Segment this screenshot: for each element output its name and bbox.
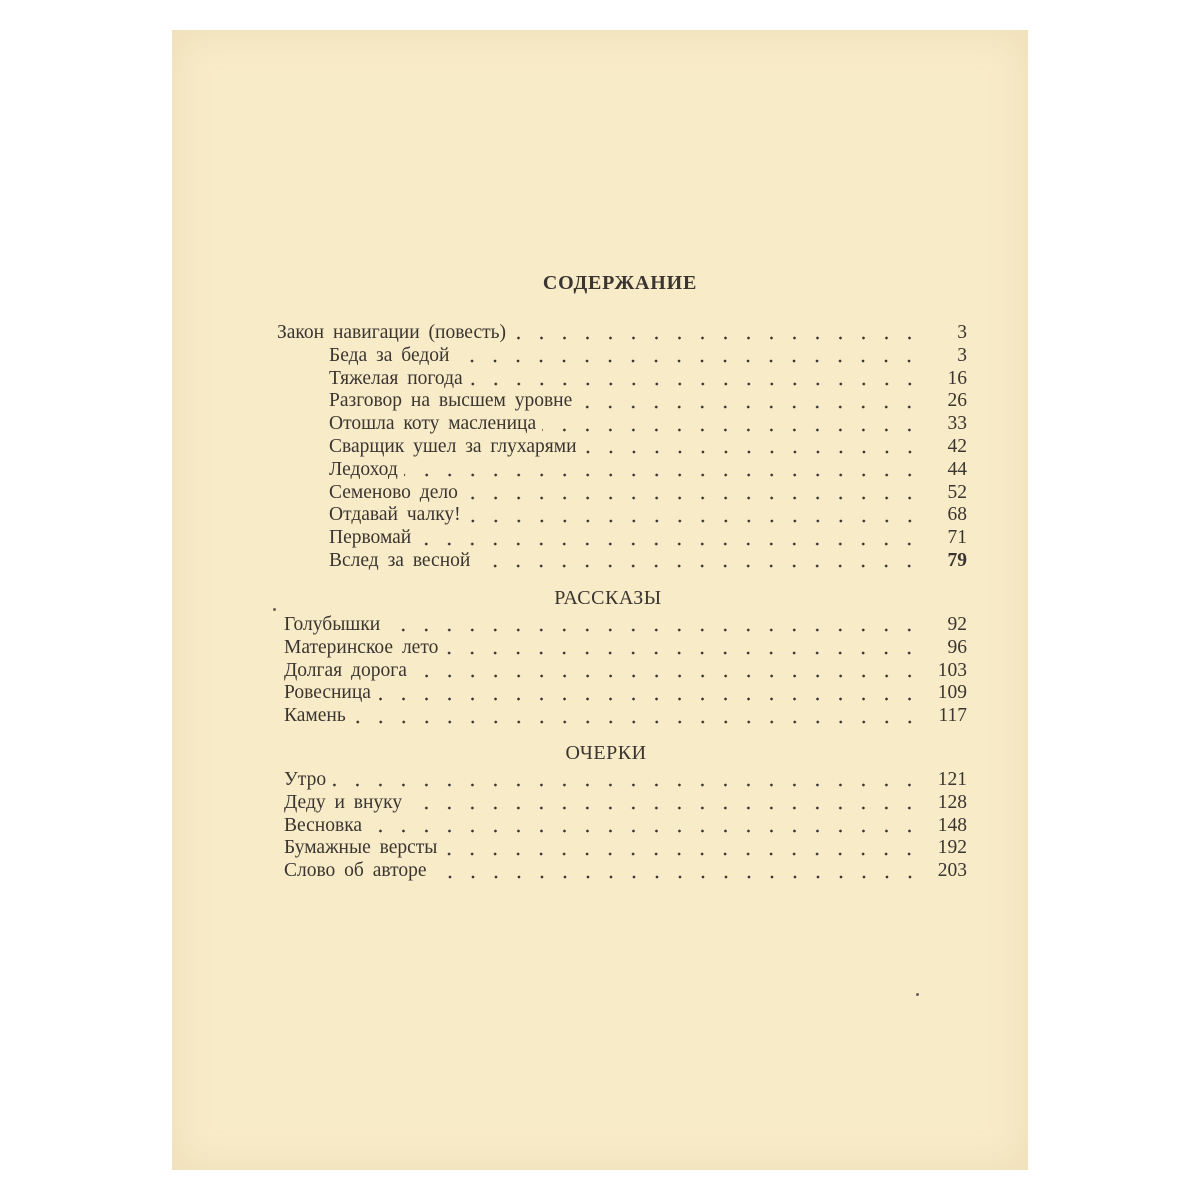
toc-novella-block [277,322,967,573]
toc-entry-label: Камень [284,705,346,727]
toc-entry-label: Отдавай чалку! [329,504,461,526]
ink-speck [273,608,276,611]
toc-entry-page: 16 [947,367,967,389]
toc-essays-block [277,769,967,883]
toc-entry-label: Закон навигации (повесть) [277,322,507,343]
toc-entry-novella [277,322,967,345]
dot-leader [578,405,921,409]
toc-entry-label: Долгая дорога [284,659,407,681]
dot-leader [542,428,921,432]
dot-leader [368,829,921,833]
toc-entry [277,637,967,660]
toc-entry-page: 79 [947,549,967,571]
toc-entry-page: 148 [937,814,967,836]
toc-entry-page: 121 [937,769,967,790]
toc-chapter [277,459,967,482]
toc-entry-page: 44 [947,458,967,480]
dot-leader [377,697,921,701]
toc-entry [277,660,967,683]
toc-entry [277,815,967,838]
toc-entry-page: 3 [957,322,967,343]
toc-entry-label: Деду и внуку [284,791,403,813]
toc-entry-page: 192 [937,837,967,859]
dot-leader [417,542,921,546]
toc-entry [277,792,967,815]
dot-leader [352,720,921,724]
toc-chapter [277,527,967,550]
toc-chapter [277,390,967,413]
toc-entry-page: 33 [947,413,967,435]
toc-chapter [277,345,967,368]
section-heading-stories: РАССКАЗЫ [554,587,662,609]
toc-entry-page: 109 [937,682,967,704]
toc-entry-label: Утро [284,769,327,790]
toc-entry-label: Голубышки [284,614,381,635]
toc-entry-label: Первомай [329,527,412,549]
toc-chapter [277,504,967,527]
toc-entry-page: 26 [947,390,967,412]
toc-chapter [277,368,967,391]
dot-leader [408,806,921,810]
toc-entry-page: 96 [947,636,967,658]
toc-entry-label: Материнское лето [284,636,439,658]
toc-entry [277,705,967,728]
toc-entry-label: Вслед за весной [329,549,471,571]
toc-entry [277,769,967,792]
toc-entry-page: 103 [937,659,967,681]
toc-entry-label: Беда за бедой [329,344,450,366]
toc-entry-label: Бумажные версты [284,837,438,859]
dot-leader [413,674,921,678]
toc-entry-page: 71 [947,527,967,549]
toc-chapter [277,550,967,573]
toc-entry-label: Весновка [284,814,363,836]
toc-entry-page: 42 [947,435,967,457]
dot-leader [583,450,921,454]
toc-entry [277,614,967,637]
dot-leader [404,473,921,477]
toc-chapter [277,482,967,505]
toc-entry-page: 128 [937,791,967,813]
toc-entry-label: Тяжелая погода [329,367,463,389]
toc-entry-label: Ровесница [284,682,371,704]
toc-entry-label: Ледоход [329,458,398,480]
dot-leader [443,852,921,856]
dot-leader [469,382,921,386]
dot-leader [512,336,921,340]
toc-chapter [277,413,967,436]
toc-entry-label: Слово об авторе [284,860,427,882]
page-title: СОДЕРЖАНИЕ [542,272,698,294]
toc-entry [277,837,967,860]
section-heading-essays: ОЧЕРКИ [565,742,647,764]
toc-entry-page: 92 [947,614,967,635]
dot-leader [464,496,921,500]
toc-entry-label: Отошла коту масленица [329,413,537,435]
toc-entry-page: 203 [937,860,967,882]
dot-leader [467,519,921,523]
dot-leader [433,875,921,879]
toc-entry-label: Разговор на высшем уровне [329,390,573,412]
toc-entry [277,682,967,705]
toc-stories-block [277,614,967,728]
toc-entry-page: 3 [957,344,967,366]
toc-entry-label: Сварщик ушел за глухарями [329,435,577,457]
toc-chapter [277,436,967,459]
toc-entry-page: 117 [938,705,967,727]
dot-leader [455,359,921,363]
toc-entry-page: 68 [947,504,967,526]
book-page [172,30,1028,1170]
ink-speck [916,993,919,996]
toc-entry [277,860,967,883]
dot-leader [332,783,921,787]
dot-leader [386,628,921,632]
dot-leader [476,564,921,568]
toc-entry-page: 52 [947,481,967,503]
dot-leader [444,651,921,655]
toc-entry-label: Семеново дело [329,481,458,503]
